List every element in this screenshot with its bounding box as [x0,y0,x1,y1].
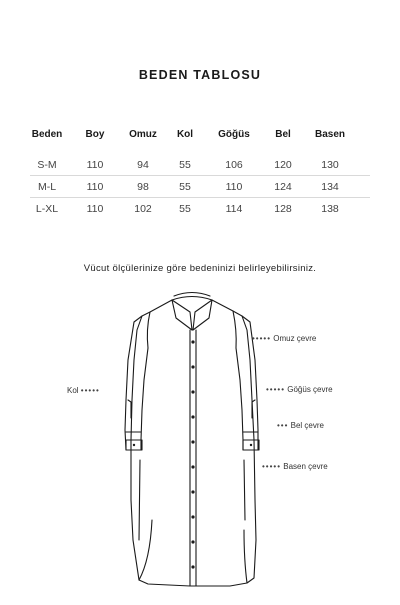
leader-dots: ••• [277,421,289,430]
leader-dots: ••••• [80,386,100,395]
header-kol: Kol [176,129,194,140]
table-cell: 138 [321,203,339,215]
leader-dots: ••••• [262,462,282,471]
header-omuz: Omuz [129,129,157,140]
table-row [30,198,370,219]
leader-dots: ••••• [266,385,286,394]
table-cell: 98 [137,181,149,193]
table-cell: 128 [274,203,292,215]
table-cell: 114 [225,203,243,215]
header-bel: Bel [275,129,291,140]
label-kol [67,386,100,395]
table-cell: 55 [179,181,191,193]
table-cell: 130 [321,159,339,171]
table-cell: 102 [134,203,152,215]
table-cell: 110 [86,181,104,193]
table-header-row [30,124,370,150]
header-basen: Basen [314,129,345,140]
label-gogus-text: Göğüs çevre [287,385,333,394]
shirt-dress-drawing [0,282,400,600]
label-gogus [266,385,333,394]
label-bel [277,421,324,430]
table-cell: 134 [321,181,339,193]
table-cell: 124 [274,181,292,193]
label-omuz [252,334,316,343]
table-cell: 55 [179,203,191,215]
label-omuz-text: Omuz çevre [273,334,317,343]
header-boy: Boy [85,129,105,140]
table-cell: 110 [86,159,104,171]
table-row [30,154,370,176]
table-cell: L-XL [35,203,59,215]
label-bel-text: Bel çevre [290,421,324,430]
header-gogus: Göğüs [218,129,250,140]
table-row [30,176,370,198]
table-cell: 120 [274,159,292,171]
size-table [30,124,370,219]
table-cell: 106 [225,159,243,171]
label-kol-text: Kol [67,386,79,395]
table-cell: 110 [225,181,243,193]
table-cell: M-L [37,181,57,193]
header-beden: Beden [31,129,63,140]
table-cell: 55 [179,159,191,171]
label-basen [262,462,328,471]
garment-illustration [0,282,400,600]
table-cell: 110 [86,203,104,215]
table-cell: 94 [137,159,149,171]
page-title: BEDEN TABLOSU [138,68,262,82]
label-basen-text: Basen çevre [283,462,328,471]
leader-dots: ••••• [252,334,272,343]
size-note: Vücut ölçülerinize göre bedeninizi belirleyebilirsiniz. [83,263,317,274]
table-cell: S-M [37,159,57,171]
